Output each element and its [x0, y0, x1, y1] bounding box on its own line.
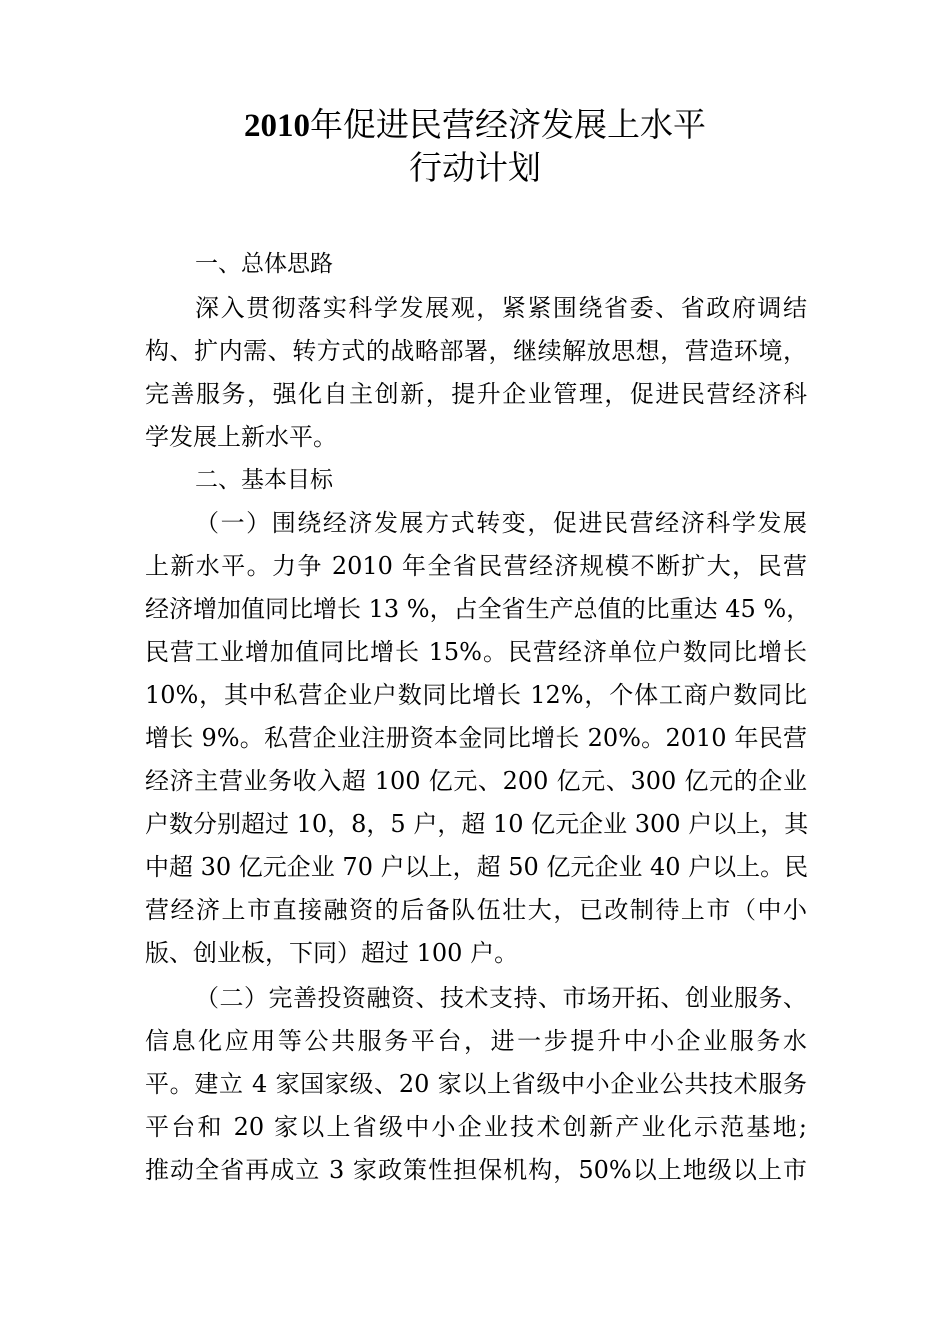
section-heading-goals: 二、基本目标: [195, 467, 333, 493]
paragraph-line: 户数分别超过 10，8，5 户，超 10 亿元企业 300 户以上，其: [145, 810, 809, 838]
paragraph-line: 构、扩内需、转方式的战略部署，继续解放思想，营造环境，: [145, 337, 807, 365]
paragraph-line: 深入贯彻落实科学发展观，紧紧围绕省委、省政府调结: [195, 294, 807, 322]
paragraph-line: 民营工业增加值同比增长 15%。民营经济单位户数同比增长: [145, 638, 807, 666]
paragraph-line: 学发展上新水平。: [145, 423, 337, 451]
title-year: 2010: [244, 108, 310, 144]
document-subtitle: 行动计划: [409, 148, 541, 187]
paragraph-line: 信息化应用等公共服务平台，进一步提升中小企业服务水: [145, 1027, 807, 1055]
paragraph-line: 推动全省再成立 3 家政策性担保机构，50%以上地级以上市: [145, 1156, 807, 1184]
paragraph-line: 平。建立 4 家国家级、20 家以上省级中小企业公共技术服务: [145, 1070, 807, 1098]
document-title: [0, 103, 950, 148]
paragraph-line: 增长 9%。私营企业注册资本金同比增长 20%。2010 年民营: [145, 724, 807, 752]
title-text: 年促进民营经济发展上水平: [310, 105, 706, 144]
paragraph-line: 完善服务，强化自主创新，提升企业管理，促进民营经济科: [145, 380, 807, 408]
paragraph-line: 营经济上市直接融资的后备队伍壮大，已改制待上市（中小: [145, 896, 807, 924]
paragraph-line: 经济增加值同比增长 13 %，占全省生产总值的比重达 45 %，: [145, 595, 811, 623]
paragraph-line: 10%，其中私营企业户数同比增长 12%，个体工商户数同比: [145, 681, 807, 709]
paragraph-line: 版、创业板，下同）超过 100 户。: [145, 939, 519, 967]
paragraph-line: （二）完善投资融资、技术支持、市场开拓、创业服务、: [195, 984, 807, 1012]
paragraph-line: 上新水平。力争 2010 年全省民营经济规模不断扩大，民营: [145, 552, 807, 580]
paragraph-line: 平台和 20 家以上省级中小企业技术创新产业化示范基地;: [145, 1113, 807, 1141]
paragraph-line: 经济主营业务收入超 100 亿元、200 亿元、300 亿元的企业: [145, 767, 807, 795]
paragraph-line: 中超 30 亿元企业 70 户以上，超 50 亿元企业 40 户以上。民: [145, 853, 809, 881]
section-heading-overall: 一、总体思路: [195, 251, 333, 277]
paragraph-line: （一）围绕经济发展方式转变，促进民营经济科学发展: [195, 509, 807, 537]
